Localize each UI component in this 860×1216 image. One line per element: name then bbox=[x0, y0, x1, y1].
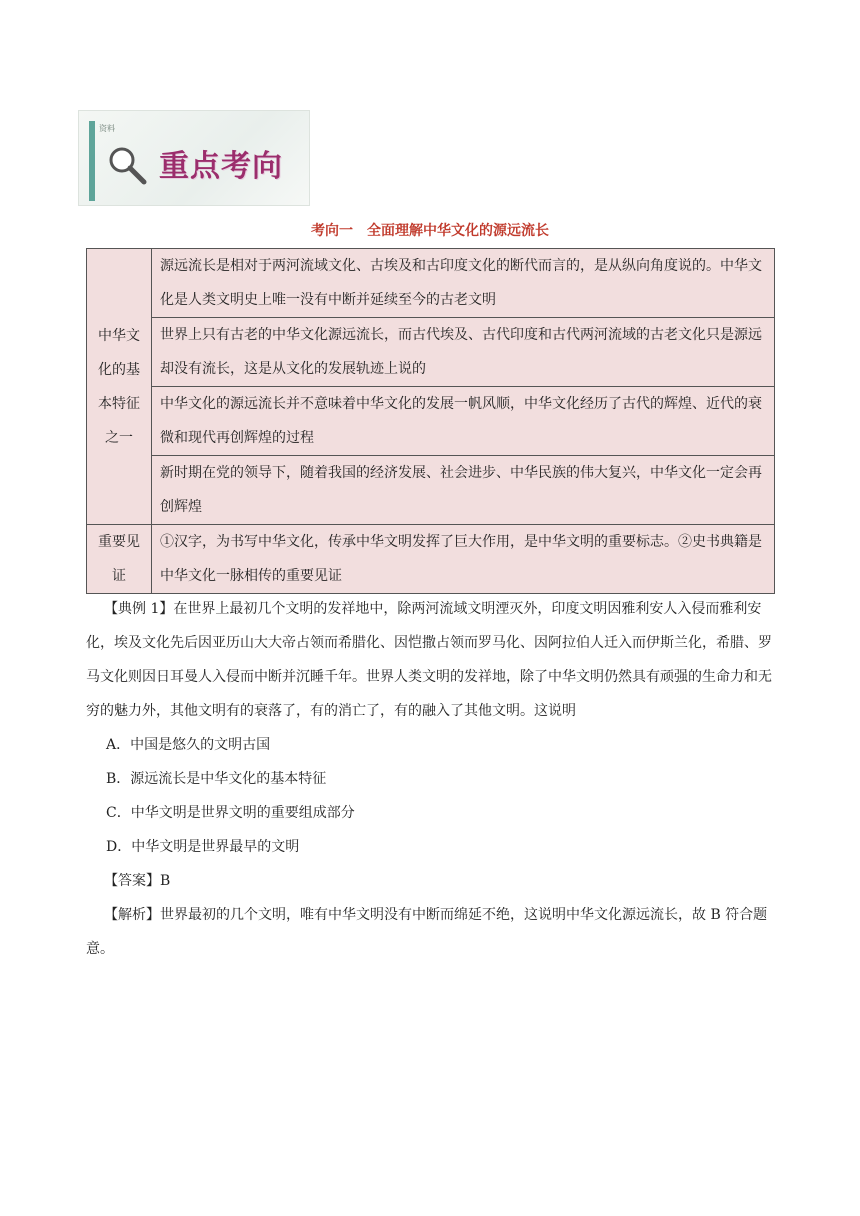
table-row bbox=[87, 387, 775, 456]
feature-row-1: 源远流长是相对于两河流域文化、古埃及和古印度文化的断代而言的，是从纵向角度说的。中华文化是人类文明史上唯一没有中断并延续至今的古老文明 bbox=[152, 249, 775, 318]
option-a: A．中国是悠久的文明古国 bbox=[106, 737, 271, 753]
example-question bbox=[86, 592, 776, 728]
feature-label: 中华文化的基本特征之一 bbox=[87, 249, 152, 525]
analysis-tag: 【解析】 bbox=[104, 907, 160, 923]
table-row bbox=[87, 318, 775, 387]
section-heading: 考向一 全面理解中华文化的源远流长 bbox=[311, 223, 549, 239]
evidence-label: 重要见证 bbox=[87, 525, 152, 594]
example-tag: 【典例 1】 bbox=[104, 601, 174, 617]
evidence-text: ①汉字，为书写中华文化，传承中华文明发挥了巨大作用，是中华文明的重要标志。②史书典籍是中华文化一脉相传的重要见证 bbox=[152, 525, 775, 594]
analysis bbox=[86, 898, 776, 966]
answer-value: B bbox=[160, 873, 171, 889]
option-d: D．中华文明是世界最早的文明 bbox=[106, 839, 300, 855]
answer bbox=[86, 864, 776, 898]
answer-tag: 【答案】 bbox=[104, 873, 160, 889]
option-b: B．源远流长是中华文化的基本特征 bbox=[106, 771, 327, 787]
key-direction-banner bbox=[78, 110, 310, 206]
banner-title: 重点考向 bbox=[159, 149, 283, 184]
knowledge-table bbox=[86, 248, 775, 594]
table-row bbox=[87, 525, 775, 594]
banner-small-tag: 资料 bbox=[99, 124, 115, 133]
example-question-text: 在世界上最初几个文明的发祥地中，除两河流域文明湮灭外，印度文明因雅利安人入侵而雅利安化，埃及文化先后因亚历山大大帝占领而希腊化、因恺撒占领而罗马化、因阿拉伯人迁入而伊斯兰化，希腊、罗马文化则因日耳曼人入侵而中断并沉睡千年。世界人类文明的发祥地，除了中华文明仍然具有顽强的生命力和无穷的魅力外，其他文明有的衰落了，有的消亡了，有的融入了其他文明。这说明 bbox=[86, 601, 772, 719]
table-row bbox=[87, 249, 775, 318]
feature-row-2: 世界上只有古老的中华文化源远流长，而古代埃及、古代印度和古代两河流域的古老文化只是源远却没有流长，这是从文化的发展轨迹上说的 bbox=[152, 318, 775, 387]
banner-stripe bbox=[89, 121, 95, 201]
magnifier-icon bbox=[107, 145, 147, 185]
analysis-text: 世界最初的几个文明，唯有中华文明没有中断而绵延不绝，这说明中华文化源远流长，故 B 符合题意。 bbox=[86, 907, 768, 957]
feature-row-4: 新时期在党的领导下，随着我国的经济发展、社会进步、中华民族的伟大复兴，中华文化一定会再创辉煌 bbox=[152, 456, 775, 525]
table-row bbox=[87, 456, 775, 525]
option-c: C．中华文明是世界文明的重要组成部分 bbox=[106, 805, 355, 821]
feature-row-3: 中华文化的源远流长并不意味着中华文化的发展一帆风顺，中华文化经历了古代的辉煌、近代的衰微和现代再创辉煌的过程 bbox=[152, 387, 775, 456]
